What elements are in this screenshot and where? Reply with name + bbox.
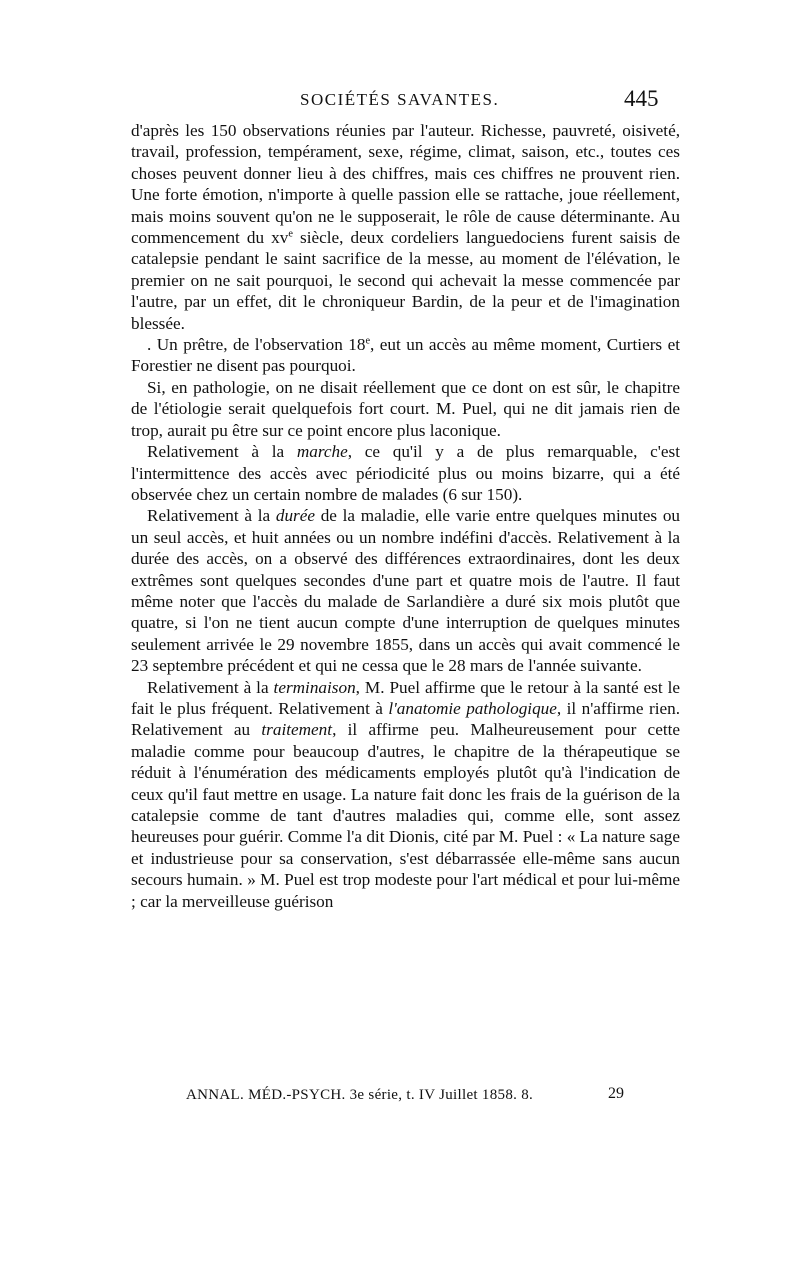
- paragraph: [131, 677, 680, 912]
- page-header: [0, 88, 800, 118]
- text-run: , il affirme peu. Malheureusement pour cette maladie comme pour beaucoup d'autres, le chapitre de la thérapeutique se réduit à l'énumération des médicaments employés plutôt qu'à l'indication de ceux qu'il faut mettre en usage. La nature fait donc les frais de la guérison de la catalepsie comme de tant d'autres maladies qui, comme elle, sont assez heureuses pour guérir. Comme l'a dit Dionis, cité par M. Puel : « La nature sage et industrieuse pour sa conservation, s'est débarrassée elle-même sans aucun secours humain. » M. Puel est trop modeste pour l'art médical et pour lui-même ; car la merveilleuse guérison: [131, 720, 680, 911]
- paragraph: [131, 377, 680, 441]
- running-head: SOCIÉTÉS SAVANTES.: [300, 90, 500, 109]
- body-text: [131, 120, 680, 912]
- text-run: . Un prêtre, de l'observation 18: [147, 335, 366, 355]
- text-run: Si, en pathologie, on ne disait réellement que ce dont on est sûr, le chapitre de l'étiologie serait quelquefois fort court. M. Puel, qui ne dit jamais rien de trop, aurait pu être sur ce point encore plus laconique.: [131, 377, 680, 440]
- paragraph: [131, 120, 680, 334]
- superscript: e: [365, 335, 371, 347]
- text-run: , eut un accès au même moment, Curtiers et Forestier ne disent pas pourquoi.: [131, 335, 680, 376]
- paragraph: [131, 505, 680, 676]
- italic-term: l'anatomie pathologique: [388, 698, 557, 718]
- superscript: e: [288, 228, 293, 240]
- italic-term: marche: [296, 442, 348, 462]
- italic-term: traitement: [261, 720, 333, 740]
- paragraph: [131, 334, 680, 377]
- text-run: Relativement à la: [147, 506, 276, 526]
- text-run: , il n'affirme rien. Relativement au: [131, 698, 681, 740]
- text-run: Relativement à la: [147, 442, 297, 462]
- italic-term: terminaison: [273, 677, 356, 697]
- signature-folio: 29: [608, 1085, 624, 1102]
- text-run: siècle, deux cordeliers languedociens furent saisis de catalepsie pendant le saint sacrifice de la messe, au moment de l'élévation, le premier on ne sait pourquoi, le second qui achevait la messe commencée par l'autre, par un effet, dit le chroniqueur Bardin, de la peur et de l'imagination blessée.: [131, 228, 680, 333]
- text-run: Relativement à la: [147, 677, 274, 697]
- printer-signature: ANNAL. MÉD.-PSYCH. 3e série, t. IV Juillet 1858. 8.: [186, 1087, 534, 1103]
- text-run: de la maladie, elle varie entre quelques minutes ou un seul accès, et huit années ou un nombre indéfini d'accès. Relativement à la durée des accès, on a observé des différences extraordinaires, dont les deux extrêmes sont quelques secondes d'une part et quatre mois de l'autre. Il faut même noter que l'accès du malade de Sarlandière a duré six mois plutôt que quatre, si l'on ne tient aucun compte d'une interruption de quelques minutes seulement arrivée le 29 novembre 1855, dans un accès qui avait commencé le 23 septembre précédent et qui ne cessa que le 28 mars de l'année suivante.: [131, 506, 681, 676]
- page-footer: [0, 1085, 800, 1109]
- text-run: , ce qu'il y a de plus remarquable, c'est l'intermittence des accès avec périodicité plus ou moins bizarre, qui a été observée chez un certain nombre de malades (6 sur 150).: [131, 442, 680, 504]
- text-run: d'après les 150 observations réunies par l'auteur. Richesse, pauvreté, oisiveté, travail, profession, tempérament, sexe, régime, climat, saison, etc., toutes ces choses peuvent donner lieu à des chiffres, mais ces chiffres ne prouvent rien. Une forte émotion, n'importe à quelle passion elle se rattache, joue réellement, mais moins souvent qu'on ne le supposerait, le rôle de cause déterminante. Au commencement du xv: [131, 121, 680, 248]
- page-number: 445: [624, 86, 659, 111]
- italic-term: durée: [275, 506, 315, 526]
- text-run: , M. Puel affirme que le retour à la santé est le fait le plus fréquent. Relativement à: [131, 677, 681, 718]
- paragraph: [131, 441, 680, 505]
